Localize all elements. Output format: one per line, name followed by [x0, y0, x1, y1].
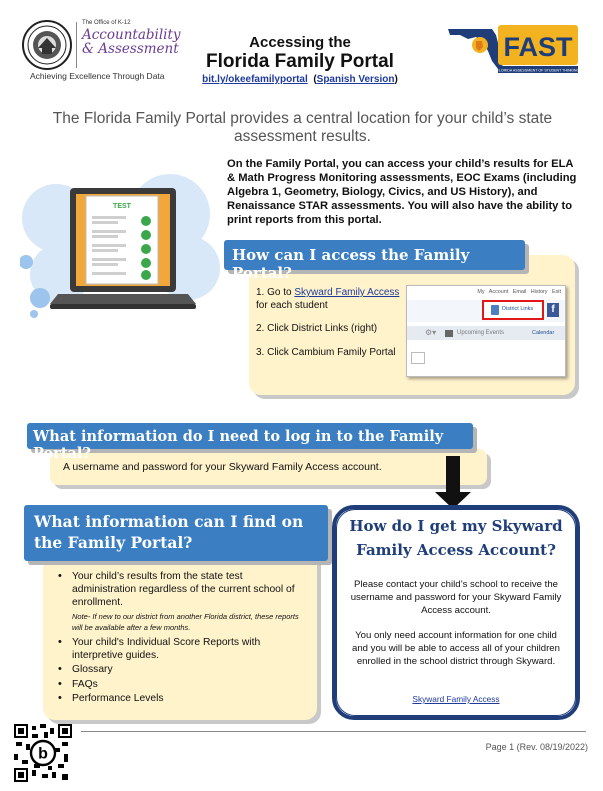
find-heading-line1: What information can I find on	[34, 512, 304, 531]
facebook-icon: f	[547, 303, 559, 317]
skyward-panel	[411, 352, 425, 364]
footer-divider	[81, 731, 586, 732]
district-transfer-note: Note- If new to our district from another Florida district, these reports will be available after a few months.	[72, 611, 299, 632]
account-heading-line2: Family Access Account?	[356, 541, 556, 559]
calendar-link: Calendar	[532, 330, 555, 336]
list-item: • Glossary	[56, 663, 306, 676]
fast-logo-text: FAST	[503, 32, 573, 62]
access-heading: How can I access the Family Portal?	[224, 240, 525, 270]
list-item: • FAQs	[56, 678, 306, 691]
gear-icon: ⚙▾	[425, 328, 437, 337]
fast-logo-subtext: FLORIDA ASSESSMENT OF STUDENT THINKING	[496, 68, 580, 73]
skyward-family-access-footer-link[interactable]: Skyward Family Access	[412, 694, 500, 704]
upcoming-events-label: Upcoming Events	[457, 330, 505, 336]
account-one-child-text: You only need account information for one child and you will be able to access all of your children enrolled in the school district through Skyward.	[352, 630, 560, 667]
page-title-line1: Accessing the	[249, 34, 351, 51]
laptop-test-illustration	[20, 170, 220, 320]
district-seal-logo	[22, 20, 72, 70]
list-item: • Performance Levels	[56, 692, 306, 705]
qr-code[interactable]	[14, 724, 72, 782]
list-item: • Your child’s results from the state test administration regardless of the current school of enrollment.	[56, 570, 306, 609]
svg-text:b: b	[38, 745, 48, 763]
skyward-screenshot	[406, 285, 566, 377]
skyward-top-links: My Account Email History Exit	[477, 289, 561, 295]
logo-tagline: Achieving Excellence Through Data	[30, 71, 165, 81]
step-1	[256, 287, 401, 312]
account-heading-line1: How do I get my Skyward	[349, 517, 563, 535]
logo-line1: Accountability	[82, 27, 181, 43]
account-heading	[336, 514, 576, 562]
find-info-list	[56, 570, 306, 707]
district-links-icon	[491, 305, 499, 315]
district-links-highlight[interactable]	[482, 300, 544, 320]
account-contact-text: Please contact your child’s school to receive the username and password for your Skyward Family Access account.	[350, 579, 562, 616]
list-item: • Your child's Individual Score Reports with interpretive guides.	[56, 636, 306, 662]
spanish-version-link[interactable]: Spanish Version	[316, 74, 395, 85]
login-answer: A username and password for your Skyward Family Access account.	[63, 461, 382, 473]
fast-logo	[446, 23, 580, 75]
find-heading-line2: the Family Portal?	[34, 533, 193, 552]
page-title: Florida Family Portal	[206, 51, 394, 72]
login-heading: What information do I need to log in to the Family Portal?	[27, 423, 473, 449]
skyward-family-access-link[interactable]: Skyward Family Access	[294, 287, 400, 298]
step-1-suffix: for each student	[256, 299, 328, 311]
logo-office-text: The Office of K-12	[82, 20, 131, 26]
portal-description: On the Family Portal, you can access your child’s results for ELA & Math Progress Monitoring assessments, EOC Exams (including Algebra 1, Geometry, Biology, Civics, and US History), and Renaissance STAR assessments. You will also have the ability to print reports from this portal.	[227, 158, 577, 226]
calendar-icon	[445, 330, 453, 337]
intro-text: The Florida Family Portal provides a central location for your child’s state assessment results.	[52, 110, 553, 145]
step-1-prefix: 1. Go to	[256, 287, 295, 298]
down-arrow-icon	[446, 456, 460, 496]
district-links-label: District Links	[502, 306, 534, 312]
logo-divider	[76, 22, 77, 68]
step-3: 3. Click Cambium Family Portal	[256, 346, 396, 358]
find-heading	[24, 505, 328, 561]
short-link[interactable]: bit.ly/okeefamilyportal	[202, 74, 308, 85]
step-2: 2. Click District Links (right)	[256, 323, 378, 334]
header-links: bit.ly/okeefamilyportal (Spanish Version)	[202, 74, 398, 85]
access-steps	[256, 287, 401, 370]
test-label: TEST	[113, 203, 131, 210]
logo-line2: & Assessment	[82, 41, 179, 57]
page-number: Page 1 (Rev. 08/19/2022)	[485, 742, 588, 752]
logo-department-name	[82, 28, 181, 56]
